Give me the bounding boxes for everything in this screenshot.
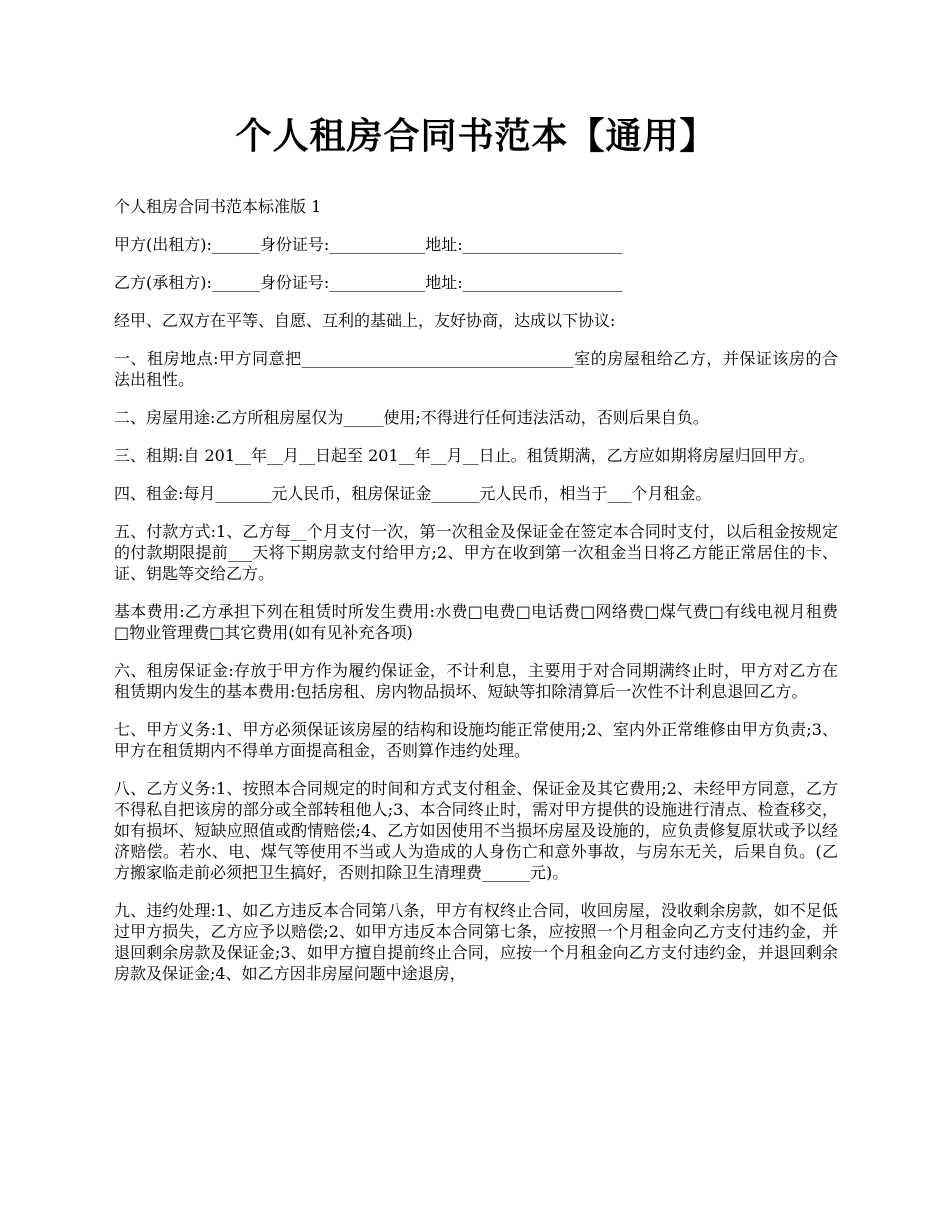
clause-party-b-obligations: 八、乙方义务:1、按照本合同规定的时间和方式支付租金、保证金及其它费用;2、未经甲方同意，乙方不得私自把该房的部分或全部转租他人;3、本合同终止时，需对甲方提供的设施进行清点、检查移交，如有损坏、短缺应照值或酌情赔偿;4、乙方如因使用不当损坏房屋及设施的，应负责修复原状或予以经济赔偿。若水、电、煤气等使用不当或人为造成的人身伤亡和意外事故，与房东无关，后果自负。(乙方搬家临走前必须把卫生搞好，否则扣除卫生清理费______元)。	[114, 779, 838, 882]
clause-rent: 四、租金:每月_______元人民币，租房保证金______元人民币，相当于___个月租金。	[114, 484, 712, 503]
clause-payment: 五、付款方式:1、乙方每__个月支付一次，第一次租金及保证金在签定本合同时支付，以后租金按规定的付款期限提前___天将下期房款支付给甲方;2、甲方在收到第一次租金当日将乙方能正常居住的卡、证、钥匙等交给乙方。	[114, 522, 838, 583]
clause-usage: 二、房屋用途:乙方所租房屋仅为_____使用;不得进行任何违法活动，否则后果自负。	[114, 408, 709, 427]
agreement-intro: 经甲、乙双方在平等、自愿、互利的基础上，友好协商，达成以下协议:	[114, 311, 616, 330]
clause-location: 一、租房地点:甲方同意把__________________________________室的房屋租给乙方，并保证该房的合法出租性。	[114, 349, 838, 389]
party-b-line: 乙方(承租方):______身份证号:____________地址:____________________	[114, 273, 623, 292]
clause-deposit: 六、租房保证金:存放于甲方作为履约保证金，不计利息，主要用于对合同期满终止时，甲方对乙方在租赁期内发生的基本费用:包括房租、房内物品损坏、短缺等扣除清算后一次性不计利息退回乙方。	[114, 661, 838, 701]
clause-breach: 九、违约处理:1、如乙方违反本合同第八条，甲方有权终止合同，收回房屋，没收剩余房款，如不足低过甲方损失，乙方应予以赔偿;2、如甲方违反本合同第七条，应按照一个月租金向乙方支付违约金，并退回剩余房款及保证金;3、如甲方擅自提前终止合同，应按一个月租金向乙方支付违约金，并退回剩余房款及保证金;4、如乙方因非房屋问题中途退房，	[114, 901, 838, 983]
clause-basic-fees: 基本费用:乙方承担下列在租赁时所发生费用:水费□电费□电话费□网络费□煤气费□有线电视月租费□物业管理费□其它费用(如有见补充各项)	[114, 602, 838, 642]
contract-version-line: 个人租房合同书范本标准版 1	[114, 197, 322, 216]
clause-party-a-obligations: 七、甲方义务:1、甲方必须保证该房屋的结构和设施均能正常使用;2、室内外正常维修由甲方负责;3、甲方在租赁期内不得单方面提高租金，否则算作违约处理。	[114, 720, 838, 760]
clause-term: 三、租期:自 201__年__月__日起至 201__年__月__日止。租赁期满，乙方应如期将房屋归回甲方。	[114, 446, 815, 465]
document-title: 个人租房合同书范本【通用】	[235, 115, 717, 157]
party-a-line: 甲方(出租方):______身份证号:____________地址:____________________	[114, 235, 623, 254]
